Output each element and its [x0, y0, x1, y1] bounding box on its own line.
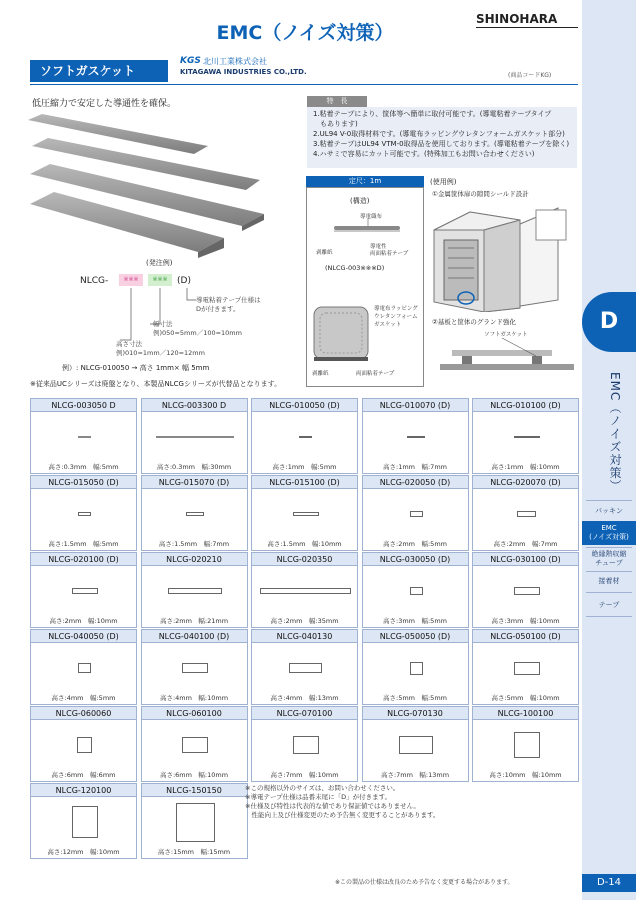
- product-code: NLCG-010100 (D): [473, 399, 578, 412]
- product-code: NLCG-010070 (D): [363, 399, 468, 412]
- cross-section-shape: [182, 663, 208, 673]
- product-dimensions: 高さ:1mm 幅:7mm: [383, 463, 447, 471]
- product-dimensions: 高さ:1.5mm 幅:5mm: [48, 540, 119, 548]
- note-line: ※導電テープ仕様は品番末尾に「D」が付きます。: [245, 793, 392, 801]
- cross-section-shape: [78, 436, 91, 438]
- product-cell: [251, 706, 358, 782]
- product-code: NLCG-030100 (D): [473, 553, 578, 566]
- product-dimensions: 高さ:5mm 幅:5mm: [383, 694, 447, 702]
- rail-item-packing[interactable]: パッキン: [595, 507, 623, 515]
- product-code: NLCG-060060: [31, 707, 136, 720]
- structure-title: (構造): [350, 197, 370, 205]
- feature-line: もあります): [313, 120, 358, 128]
- product-code: NLCG-060100: [142, 707, 247, 720]
- cross-section-shape: [289, 663, 323, 673]
- label-soft-gasket: ソフトガスケット: [484, 332, 528, 338]
- rail-divider: [586, 616, 632, 617]
- cross-section-shape: [293, 512, 319, 516]
- product-cell: [362, 398, 469, 474]
- cross-section-shape: [182, 737, 208, 753]
- product-cell: [30, 552, 137, 628]
- height-code-box: ※※※: [119, 274, 143, 286]
- cross-section-shape: [78, 663, 91, 673]
- product-cell: [30, 398, 137, 474]
- product-cell: [251, 629, 358, 705]
- product-dimensions: 高さ:2mm 幅:10mm: [49, 617, 118, 625]
- product-code: NLCG-020100 (D): [31, 553, 136, 566]
- maker-name-en: KITAGAWA INDUSTRIES CO.,LTD.: [180, 68, 307, 76]
- product-code: NLCG-020210: [142, 553, 247, 566]
- product-dimensions: 高さ:7mm 幅:10mm: [270, 771, 339, 779]
- order-example-title: (発注例): [146, 259, 173, 267]
- product-cell: [472, 629, 579, 705]
- header-rule: [30, 84, 578, 85]
- cross-section-shape: [517, 511, 535, 516]
- rail-item-adhesive[interactable]: 接着材: [598, 577, 620, 585]
- note-line: ※この規格以外のサイズは、お問い合わせください。: [245, 784, 400, 792]
- label-foam: 導電布ラッピング: [374, 306, 418, 312]
- product-dimensions: 高さ:6mm 幅:10mm: [159, 771, 229, 779]
- product-code: NLCG-070100: [252, 707, 357, 720]
- rail-item-shrink-tube-sub[interactable]: チューブ: [595, 559, 623, 567]
- order-note-width: 例)050=5mm／100=10mm: [153, 329, 242, 337]
- product-cell: [472, 475, 579, 551]
- cross-section-shape: [399, 736, 433, 754]
- product-dimensions: 高さ:4mm 幅:10mm: [159, 694, 229, 702]
- order-suffix: (D): [177, 276, 191, 286]
- product-dimensions: 高さ:6mm 幅:6mm: [51, 771, 116, 779]
- grounding-illustration: [432, 336, 578, 384]
- product-code: NLCG-150150: [142, 784, 247, 797]
- product-cell: [362, 629, 469, 705]
- brand-name: SHINOHARA: [476, 12, 558, 26]
- product-dimensions: 高さ:3mm 幅:10mm: [491, 617, 560, 625]
- product-cell: [141, 706, 248, 782]
- label-tape: 両面粘着テープ: [356, 371, 395, 377]
- product-dimensions: 高さ:15mm 幅:15mm: [157, 848, 231, 856]
- product-cell: [30, 475, 137, 551]
- rail-divider: [586, 547, 632, 548]
- structure-model: (NLCG-003※※※D): [325, 264, 385, 272]
- feature-line: 2.UL94 V-0取得材料です。(導電布ラッピングウレタンフォームガスケット部分): [313, 130, 565, 138]
- maker-name-jp: 北川工業株式会社: [203, 57, 267, 66]
- rail-item-emc-sub[interactable]: (ノイズ対策): [589, 533, 629, 541]
- order-note-height: 例)010=1mm／120=12mm: [116, 349, 205, 357]
- cross-section-shape: [514, 436, 540, 439]
- label-release-paper: 剥離紙: [316, 250, 333, 256]
- product-dimensions: 高さ:2mm 幅:35mm: [270, 617, 339, 625]
- label-tape: 導電性: [370, 244, 387, 250]
- rail-item-label[interactable]: テープ: [598, 601, 620, 609]
- product-code-note: (商品コードKG): [508, 72, 552, 79]
- product-code: NLCG-070130: [363, 707, 468, 720]
- page-title: EMC（ノイズ対策）: [216, 22, 394, 44]
- label-fabric: 導電織布: [360, 214, 383, 220]
- product-code: NLCG-015050 (D): [31, 476, 136, 489]
- rail-item-shrink-tube[interactable]: 絶縁熱収縮: [591, 550, 627, 558]
- product-dimensions: 高さ:1.5mm 幅:7mm: [158, 540, 230, 548]
- feature-line: 3.粘着テープはUL94 VTM-0取得品を使用しております。(導電粘着テープを除く): [313, 140, 570, 148]
- product-code: NLCG-050100 (D): [473, 630, 578, 643]
- usage-item-2: ②基板と筐体のグランド強化: [432, 318, 516, 326]
- product-code: NLCG-020070 (D): [473, 476, 578, 489]
- product-code: NLCG-030050 (D): [363, 553, 468, 566]
- category-heading: ソフトガスケット: [30, 60, 168, 82]
- product-cell: [30, 629, 137, 705]
- product-dimensions: 高さ:5mm 幅:10mm: [491, 694, 560, 702]
- product-cell: [362, 475, 469, 551]
- product-photo: [28, 110, 286, 258]
- product-cell: [362, 552, 469, 628]
- cross-section-shape: [293, 736, 319, 754]
- section-vertical-title: EMC（ノイズ対策）: [608, 372, 622, 493]
- product-cell: [141, 398, 248, 474]
- product-cell: [251, 552, 358, 628]
- product-dimensions: 高さ:1mm 幅:5mm: [272, 463, 337, 471]
- cross-section-shape: [156, 436, 234, 438]
- cross-section-shape: [260, 588, 351, 593]
- section-tab[interactable]: D: [582, 292, 636, 352]
- footer-note: ※この製品の仕様は改良のため予告なく変更する場合があります。: [335, 879, 514, 886]
- product-dimensions: 高さ:0.3mm 幅:30mm: [156, 463, 232, 471]
- product-cell: [141, 629, 248, 705]
- features-heading: 特 長: [307, 96, 367, 107]
- cross-section-shape: [299, 436, 312, 439]
- product-dimensions: 高さ:3mm 幅:5mm: [383, 617, 447, 625]
- cross-section-shape: [168, 588, 223, 593]
- product-code: NLCG-100100: [473, 707, 578, 720]
- order-example-line: 例）: NLCG-010050 → 高さ 1mm× 幅 5mm: [62, 364, 210, 372]
- gasket-strip: [30, 164, 264, 226]
- cross-section-shape: [186, 512, 204, 516]
- product-dimensions: 高さ:1.5mm 幅:10mm: [267, 540, 342, 548]
- note-line: 性能向上及び仕様変更のため予告無く変更することがあります。: [245, 811, 440, 819]
- product-dimensions: 高さ:4mm 幅:5mm: [51, 694, 116, 702]
- order-prefix: NLCG-: [80, 276, 109, 286]
- order-note-d: 導電粘着テープ仕様は: [196, 296, 261, 304]
- width-code-box: ※※※: [148, 274, 172, 286]
- product-code: NLCG-040050 (D): [31, 630, 136, 643]
- product-code: NLCG-020050 (D): [363, 476, 468, 489]
- features-box: [307, 107, 577, 168]
- label-foam: ウレタンフォーム: [374, 314, 418, 320]
- product-cell: [251, 475, 358, 551]
- order-note-height: 高さ寸法: [116, 340, 142, 348]
- rail-item-emc[interactable]: EMC: [601, 524, 617, 532]
- cross-section-shape: [176, 803, 215, 842]
- product-code: NLCG-050050 (D): [363, 630, 468, 643]
- rail-divider: [586, 592, 632, 593]
- cross-section-shape: [410, 511, 423, 516]
- legacy-series-note: ※従来品UCシリーズは廃盤となり、本製品NLCGシリーズが代替品となります。: [30, 380, 282, 388]
- label-foam: ガスケット: [374, 322, 402, 328]
- structure-thin-diagram: [330, 218, 404, 242]
- product-dimensions: 高さ:7mm 幅:13mm: [380, 771, 450, 779]
- product-dimensions: 高さ:10mm 幅:10mm: [489, 771, 562, 779]
- product-dimensions: 高さ:4mm 幅:13mm: [270, 694, 339, 702]
- label-release-paper: 剥離紙: [312, 371, 329, 377]
- cross-section-shape: [514, 587, 540, 595]
- product-cell: [472, 706, 579, 782]
- page-number: D-14: [582, 874, 636, 892]
- rail-divider: [586, 500, 632, 501]
- product-cell: [141, 783, 248, 859]
- cross-section-shape: [514, 662, 540, 675]
- product-cell: [30, 706, 137, 782]
- usage-item-1: ①金属筐体扉の隙間シールド設計: [432, 190, 529, 198]
- product-dimensions: 高さ:2mm 幅:21mm: [159, 617, 229, 625]
- cross-section-shape: [77, 737, 93, 753]
- product-dimensions: 高さ:0.3mm 幅:5mm: [48, 463, 119, 471]
- product-code: NLCG-003050 D: [31, 399, 136, 412]
- label-tape: 両面粘着テープ: [370, 251, 409, 257]
- feature-line: 4.ハサミで容易にカット可能です。(特殊加工もお問い合わせください): [313, 150, 535, 158]
- brand-underline: [476, 27, 578, 28]
- product-code: NLCG-040100 (D): [142, 630, 247, 643]
- product-tagline: 低圧縮力で安定した導通性を確保。: [32, 99, 177, 109]
- product-code: NLCG-020350: [252, 553, 357, 566]
- product-code: NLCG-003300 D: [142, 399, 247, 412]
- order-note-width: 幅寸法: [153, 320, 173, 328]
- order-note-d: Dが付きます。: [196, 305, 240, 313]
- product-cell: [141, 552, 248, 628]
- rail-divider: [586, 571, 632, 572]
- product-dimensions: 高さ:1mm 幅:10mm: [491, 463, 560, 471]
- product-cell: [251, 398, 358, 474]
- product-cell: [141, 475, 248, 551]
- cross-section-shape: [72, 806, 98, 837]
- cross-section-shape: [78, 512, 91, 516]
- maker-logo: KGS: [180, 56, 201, 66]
- cross-section-shape: [410, 662, 423, 675]
- cross-section-shape: [72, 588, 98, 593]
- standard-length-heading: 定尺：1m: [306, 176, 424, 187]
- cross-section-shape: [407, 436, 425, 439]
- product-code: NLCG-040130: [252, 630, 357, 643]
- structure-thick-diagram: [312, 305, 372, 365]
- product-code: NLCG-015070 (D): [142, 476, 247, 489]
- product-code: NLCG-120100: [31, 784, 136, 797]
- cabinet-illustration: [430, 200, 576, 312]
- product-dimensions: 高さ:12mm 幅:10mm: [47, 848, 120, 856]
- product-dimensions: 高さ:2mm 幅:5mm: [383, 540, 447, 548]
- product-code: NLCG-010050 (D): [252, 399, 357, 412]
- note-line: ※仕様及び特性は代表的な値であり保証値ではありません。: [245, 802, 420, 810]
- spec-notes: [245, 784, 439, 820]
- product-dimensions: 高さ:2mm 幅:7mm: [493, 540, 558, 548]
- product-cell: [30, 783, 137, 859]
- usage-title: (使用例): [430, 178, 457, 186]
- product-cell: [472, 398, 579, 474]
- product-code: NLCG-015100 (D): [252, 476, 357, 489]
- cross-section-shape: [410, 587, 423, 595]
- feature-line: 1.粘着テープにより、筐体等へ簡単に取付可能です。(導電粘着テープタイプ: [313, 110, 552, 118]
- cross-section-shape: [514, 732, 540, 758]
- product-cell: [472, 552, 579, 628]
- product-cell: [362, 706, 469, 782]
